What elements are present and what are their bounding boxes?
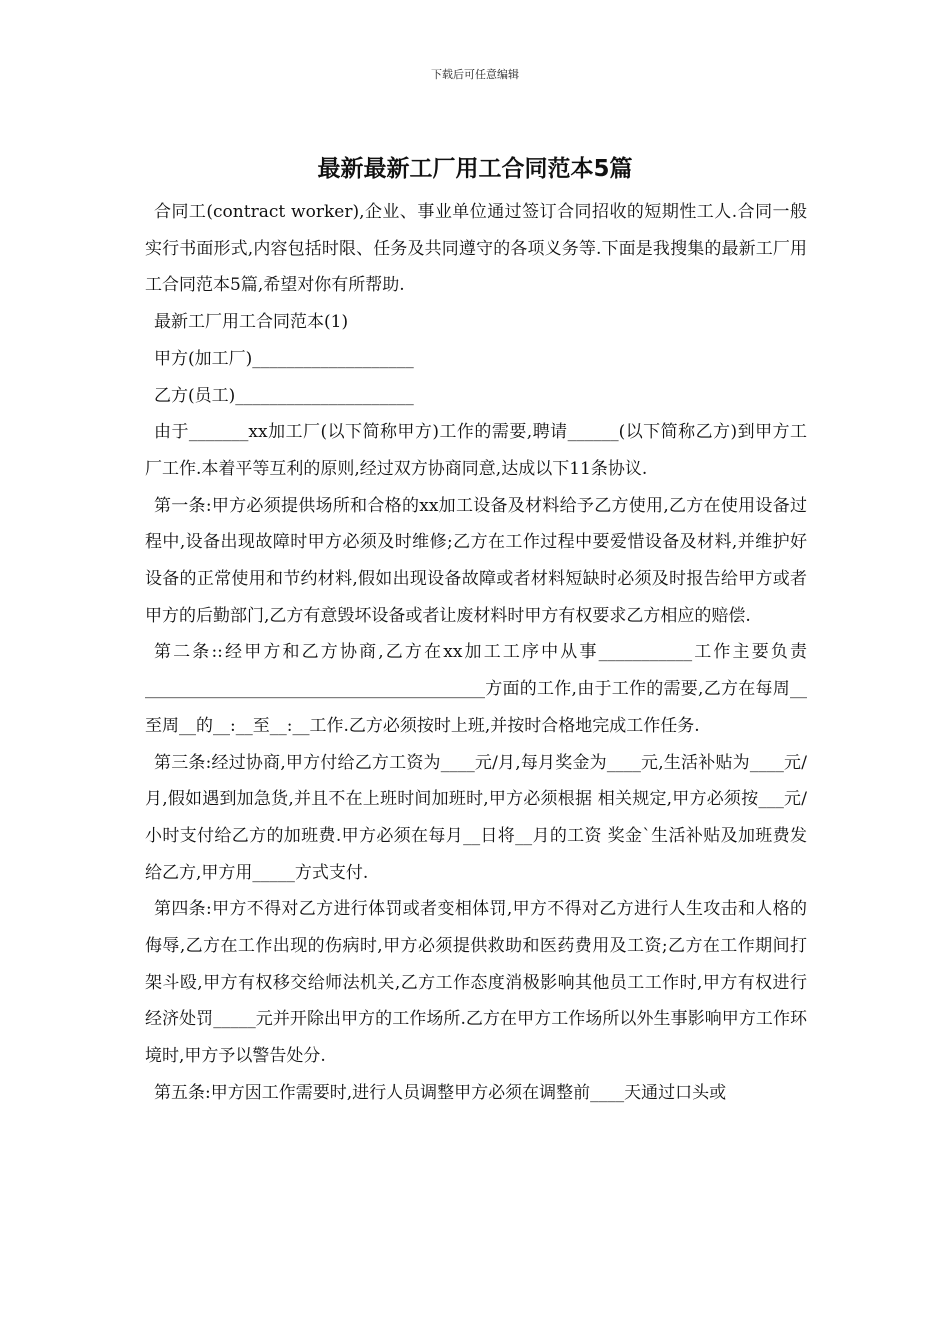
article-4: 第四条:甲方不得对乙方进行体罚或者变相体罚,甲方不得对乙方进行人生攻击和人格的侮辱,乙方在工作出现的伤病时,甲方必须提供救助和医药费用及工资;乙方在工作期间打架斗殴,甲方有权移交给师法机关,乙方工作态度消极影响其他员工工作时,甲方有权进行经济处罚_____元并开除出甲方的工作场所.乙方在甲方工作场所以外生事影响甲方工作环境时,甲方予以警告处分. — [145, 899, 807, 1067]
article-5: 第五条:甲方因工作需要时,进行人员调整甲方必须在调整前____天通过口头或 — [154, 1082, 727, 1103]
document-body — [145, 194, 807, 1112]
preamble-paragraph: 由于_______xx加工厂(以下简称甲方)工作的需要,聘请______(以下简称乙方)到甲方工厂工作.本着平等互利的原则,经过双方协商同意,达成以下11条协议. — [145, 422, 807, 479]
page-header: 下载后可任意编辑 — [431, 68, 519, 81]
party-a-line: 甲方(加工厂)___________________ — [154, 348, 414, 369]
contract-subtitle: 最新工厂用工合同范本(1) — [154, 312, 349, 333]
article-1: 第一条:甲方必须提供场所和合格的xx加工设备及材料给予乙方使用,乙方在使用设备过程中,设备出现故障时甲方必须及时维修;乙方在工作过程中要爱惜设备及材料,并维护好设备的正常使用和节约材料,假如出现设备故障或者材料短缺时必须及时报告给甲方或者甲方的后勤部门,乙方有意毁坏设备或者让废材料时甲方有权要求乙方相应的赔偿. — [145, 495, 807, 626]
intro-paragraph: 合同工(contract worker),企业、事业单位通过签订合同招收的短期性工人.合同一般实行书面形式,内容包括时限、任务及共同遵守的各项义务等.下面是我搜集的最新工厂用工合同范本5篇,希望对你有所帮助. — [145, 202, 807, 296]
article-2: 第二条::经甲方和乙方协商,乙方在xx加工工序中从事___________工作主要负责________________________________________方面的工作,由于工作的需要,乙方在每周__至周__的__:__至__:__工作.乙方必须按时上班,并按时合格地完成工作任务. — [145, 642, 807, 736]
article-3: 第三条:经过协商,甲方付给乙方工资为____元/月,每月奖金为____元,生活补贴为____元/月,假如遇到加急货,并且不在上班时间加班时,甲方必须根据 相关规定,甲方必须按___元/小时支付给乙方的加班费.甲方必须在每月__日将__月的工资 奖金`生活补贴及加班费发给乙方,甲方用_____方式支付. — [145, 752, 807, 883]
document-title: 最新最新工厂用工合同范本5篇 — [317, 156, 633, 182]
party-b-line: 乙方(员工)_____________________ — [154, 385, 414, 406]
